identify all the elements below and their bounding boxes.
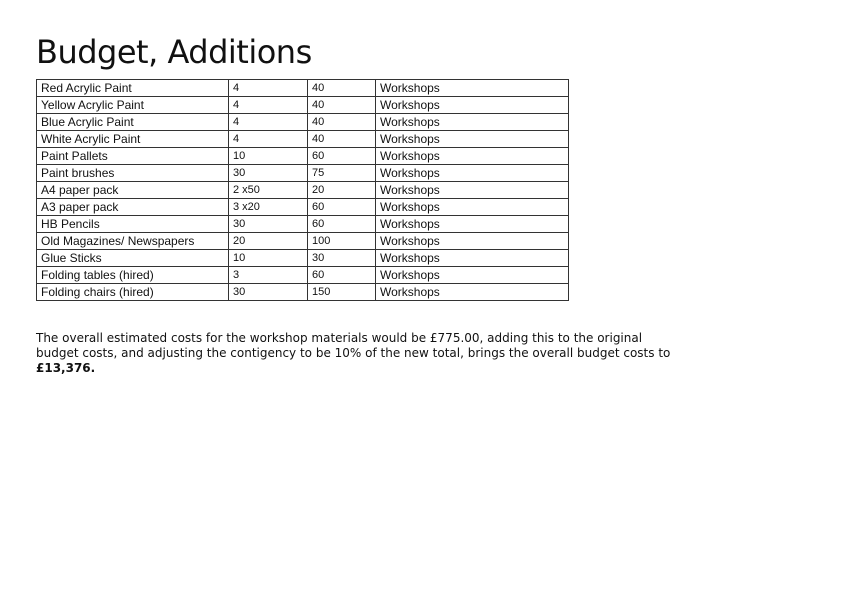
quantity-cell: 2 x50 bbox=[229, 182, 308, 199]
item-name-cell: HB Pencils bbox=[37, 216, 229, 233]
use-cell: Workshops bbox=[376, 97, 569, 114]
cost-cell: 40 bbox=[308, 114, 376, 131]
cost-cell: 60 bbox=[308, 267, 376, 284]
table-row bbox=[37, 97, 569, 114]
quantity-cell: 4 bbox=[229, 114, 308, 131]
use-cell: Workshops bbox=[376, 267, 569, 284]
cost-cell: 30 bbox=[308, 250, 376, 267]
table-row bbox=[37, 199, 569, 216]
use-cell: Workshops bbox=[376, 80, 569, 97]
overall-budget-total: £13,376. bbox=[36, 361, 96, 375]
budget-summary-paragraph bbox=[36, 331, 686, 376]
use-cell: Workshops bbox=[376, 114, 569, 131]
table-row bbox=[37, 267, 569, 284]
table-row bbox=[37, 284, 569, 301]
budget-table-body bbox=[37, 80, 569, 301]
table-row bbox=[37, 148, 569, 165]
quantity-cell: 3 x20 bbox=[229, 199, 308, 216]
use-cell: Workshops bbox=[376, 284, 569, 301]
item-name-cell: Blue Acrylic Paint bbox=[37, 114, 229, 131]
table-row bbox=[37, 80, 569, 97]
cost-cell: 40 bbox=[308, 131, 376, 148]
cost-cell: 60 bbox=[308, 148, 376, 165]
item-name-cell: Old Magazines/ Newspapers bbox=[37, 233, 229, 250]
quantity-cell: 30 bbox=[229, 216, 308, 233]
cost-cell: 75 bbox=[308, 165, 376, 182]
quantity-cell: 30 bbox=[229, 284, 308, 301]
cost-cell: 20 bbox=[308, 182, 376, 199]
use-cell: Workshops bbox=[376, 182, 569, 199]
cost-cell: 40 bbox=[308, 97, 376, 114]
quantity-cell: 10 bbox=[229, 250, 308, 267]
table-row bbox=[37, 233, 569, 250]
item-name-cell: Glue Sticks bbox=[37, 250, 229, 267]
use-cell: Workshops bbox=[376, 131, 569, 148]
quantity-cell: 20 bbox=[229, 233, 308, 250]
cost-cell: 60 bbox=[308, 199, 376, 216]
item-name-cell: A3 paper pack bbox=[37, 199, 229, 216]
table-row bbox=[37, 165, 569, 182]
item-name-cell: White Acrylic Paint bbox=[37, 131, 229, 148]
item-name-cell: Paint Pallets bbox=[37, 148, 229, 165]
item-name-cell: Red Acrylic Paint bbox=[37, 80, 229, 97]
use-cell: Workshops bbox=[376, 165, 569, 182]
quantity-cell: 4 bbox=[229, 97, 308, 114]
page-title: Budget, Additions bbox=[36, 33, 312, 71]
table-row bbox=[37, 131, 569, 148]
use-cell: Workshops bbox=[376, 199, 569, 216]
cost-cell: 150 bbox=[308, 284, 376, 301]
cost-cell: 40 bbox=[308, 80, 376, 97]
quantity-cell: 10 bbox=[229, 148, 308, 165]
item-name-cell: Paint brushes bbox=[37, 165, 229, 182]
item-name-cell: Folding chairs (hired) bbox=[37, 284, 229, 301]
quantity-cell: 4 bbox=[229, 80, 308, 97]
use-cell: Workshops bbox=[376, 233, 569, 250]
budget-additions-table bbox=[36, 79, 569, 301]
use-cell: Workshops bbox=[376, 250, 569, 267]
item-name-cell: A4 paper pack bbox=[37, 182, 229, 199]
quantity-cell: 3 bbox=[229, 267, 308, 284]
use-cell: Workshops bbox=[376, 216, 569, 233]
cost-cell: 60 bbox=[308, 216, 376, 233]
quantity-cell: 4 bbox=[229, 131, 308, 148]
item-name-cell: Yellow Acrylic Paint bbox=[37, 97, 229, 114]
use-cell: Workshops bbox=[376, 148, 569, 165]
table-row bbox=[37, 114, 569, 131]
summary-text: The overall estimated costs for the workshop materials would be £775.00, adding this to the original budget costs, and adjusting the contigency to be 10% of the new total, brings the overall budget costs to bbox=[36, 331, 671, 360]
cost-cell: 100 bbox=[308, 233, 376, 250]
table-row bbox=[37, 250, 569, 267]
table-row bbox=[37, 216, 569, 233]
table-row bbox=[37, 182, 569, 199]
quantity-cell: 30 bbox=[229, 165, 308, 182]
item-name-cell: Folding tables (hired) bbox=[37, 267, 229, 284]
